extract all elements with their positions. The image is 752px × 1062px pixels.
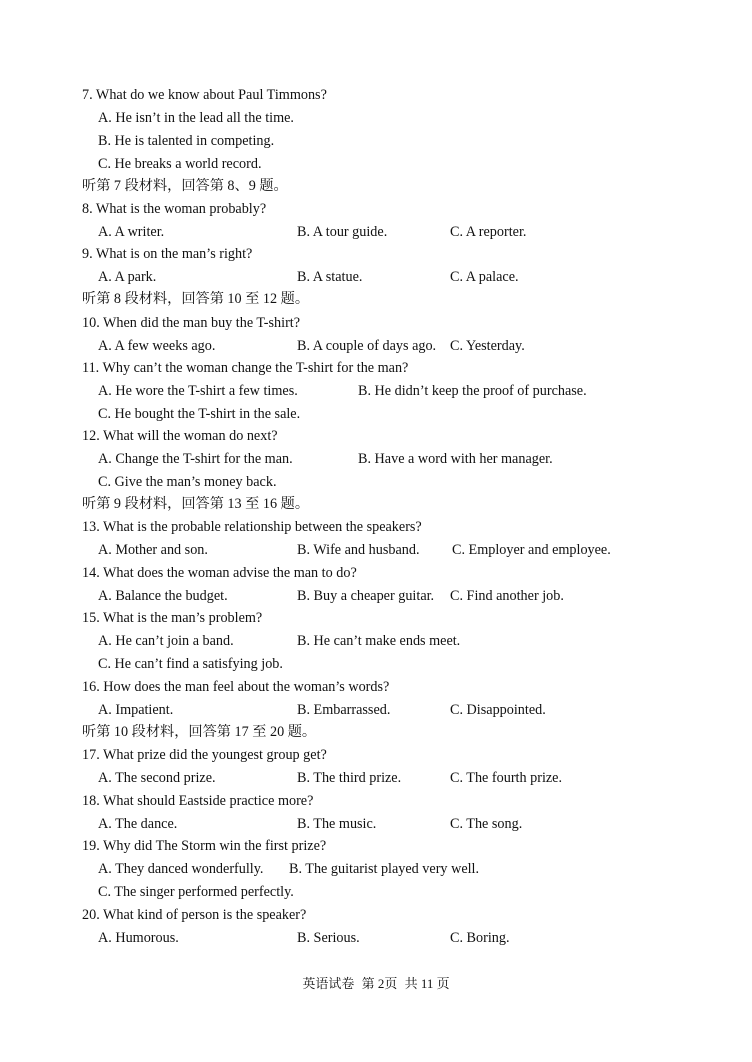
option-14a: A. Balance the budget. [98,588,228,604]
option-17c: C. The fourth prize. [450,770,563,786]
section-instruction-8: 听第 8 段材料，回答第 10 至 12 题。 [82,291,310,307]
option-16a: A. Impatient. [98,702,174,718]
option-12b: B. Have a word with her manager. [358,451,553,467]
option-8c: C. A reporter. [450,224,527,240]
option-15a: A. He can’t join a band. [98,633,234,649]
question-9: 9. What is on the man’s right? [82,246,253,262]
footer-subject: 英语试卷 [302,976,355,991]
option-10c: C. Yesterday. [450,338,525,354]
option-20c: C. Boring. [450,930,510,946]
question-14: 14. What does the woman advise the man to do? [82,565,357,581]
question-11: 11. Why can’t the woman change the T-shirt for the man? [82,360,409,376]
option-11b: B. He didn’t keep the proof of purchase. [358,383,587,399]
option-20b: B. Serious. [297,930,360,946]
option-14c: C. Find another job. [450,588,564,604]
question-10: 10. When did the man buy the T-shirt? [82,315,301,331]
question-7: 7. What do we know about Paul Timmons? [82,87,327,103]
option-14b: B. Buy a cheaper guitar. [297,588,435,604]
section-instruction-10: 听第 10 段材料，回答第 17 至 20 题。 [82,724,317,740]
footer-page-number: 第 2页 [361,976,398,991]
question-18: 18. What should Eastside practice more? [82,793,314,809]
section-instruction-9: 听第 9 段材料，回答第 13 至 16 题。 [82,496,310,512]
option-18c: C. The song. [450,816,523,832]
option-12a: A. Change the T-shirt for the man. [98,451,293,467]
footer-total-pages: 共 11 页 [404,976,450,991]
question-12: 12. What will the woman do next? [82,428,278,444]
page-footer [0,973,752,992]
option-11a: A. He wore the T-shirt a few times. [98,383,298,399]
option-17a: A. The second prize. [98,770,216,786]
question-13: 13. What is the probable relationship between the speakers? [82,519,422,535]
option-17b: B. The third prize. [297,770,402,786]
option-13c: C. Employer and employee. [452,542,611,558]
option-15c: C. He can’t find a satisfying job. [98,656,283,672]
option-10b: B. A couple of days ago. [297,338,437,354]
option-7a: A. He isn’t in the lead all the time. [98,110,294,126]
option-11c: C. He bought the T-shirt in the sale. [98,406,301,422]
question-20: 20. What kind of person is the speaker? [82,907,307,923]
option-7c: C. He breaks a world record. [98,156,262,172]
option-13a: A. Mother and son. [98,542,208,558]
option-16b: B. Embarrassed. [297,702,391,718]
option-19c: C. The singer performed perfectly. [98,884,294,900]
option-9c: C. A palace. [450,269,519,285]
question-8: 8. What is the woman probably? [82,201,267,217]
option-19b: B. The guitarist played very well. [289,861,480,877]
option-18a: A. The dance. [98,816,178,832]
question-16: 16. How does the man feel about the woman’s words? [82,679,390,695]
option-8b: B. A tour guide. [297,224,388,240]
option-7b: B. He is talented in competing. [98,133,275,149]
question-17: 17. What prize did the youngest group get? [82,747,327,763]
option-8a: A. A writer. [98,224,165,240]
option-18b: B. The music. [297,816,377,832]
question-19: 19. Why did The Storm win the first prize? [82,838,327,854]
option-10a: A. A few weeks ago. [98,338,216,354]
option-9b: B. A statue. [297,269,363,285]
option-19a: A. They danced wonderfully. [98,861,264,877]
option-13b: B. Wife and husband. [297,542,420,558]
option-15b: B. He can’t make ends meet. [297,633,461,649]
option-20a: A. Humorous. [98,930,179,946]
option-16c: C. Disappointed. [450,702,546,718]
question-15: 15. What is the man’s problem? [82,610,263,626]
option-12c: C. Give the man’s money back. [98,474,277,490]
option-9a: A. A park. [98,269,157,285]
section-instruction-7: 听第 7 段材料，回答第 8、9 题。 [82,178,288,194]
